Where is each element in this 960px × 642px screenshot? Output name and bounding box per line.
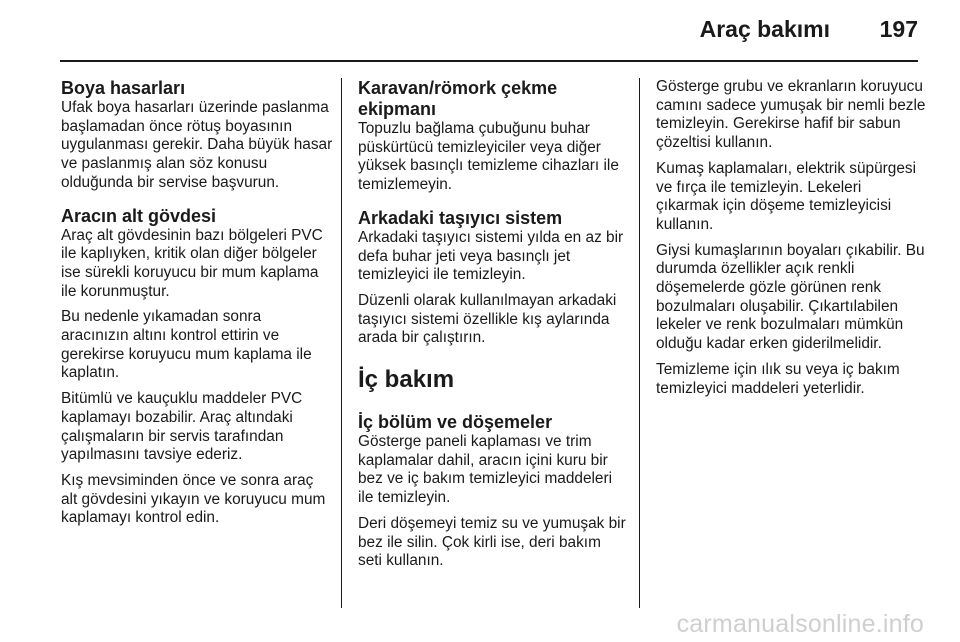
paragraph: Gösterge grubu ve ekranların koruyucu camını sadece yumuşak bir nemli bezle temizleyin. Gerekirse hafif bir sabun çözeltisi kullanın. [656,78,926,152]
column-2 [358,78,628,578]
column-divider [341,78,342,608]
chapter-heading-interior-care: İç bakım [358,366,455,394]
paragraph: Bitümlü ve kauçuklu maddeler PVC kaplamayı bozabilir. Araç altındaki çalışmaların bir servis tarafından yapılmasını tavsiye ederiz. [61,390,303,464]
paragraph: Ufak boya hasarları üzerinde paslanma başlamadan önce rötuş boyasının uygulanması gerekir. Daha büyük hasar ve paslanmış alan söz konusu olduğunda bir servise başvurun. [61,99,333,191]
section-heading-interior-upholstery: İç bölüm ve döşemeler [358,412,553,433]
section-heading-underbody: Aracın alt gövdesi [61,205,217,226]
paragraph: Kumaş kaplamaları, elektrik süpürgesi ve fırça ile temizleyin. Lekeleri çıkarmak için döşeme temizleyicisi kullanın. [656,159,917,233]
section-heading-towing-equipment: Karavan/römork çekme ekipmanı [358,78,558,119]
paragraph: Arkadaki taşıyıcı sistemi yılda en az bir defa buhar jeti veya basınçlı jet temizleyici ile temizleyin. [358,228,624,284]
column-divider [639,78,640,608]
page-header [60,0,918,62]
paragraph: Giysi kumaşlarının boyaları çıkabilir. Bu durumda özellikler açık renkli döşemelerde gözle görünen renk bozulmaları oluşabilir. Çıkartılabilen lekeler ve renk bozulmaları mümkün olduğu kadar erken giderilmelidir. [656,241,925,353]
column-1 [61,78,333,535]
paragraph: Temizleme için ılık su veya iç bakım temizleyici maddeleri yeterlidir. [656,360,900,397]
header-rule [60,60,918,62]
paragraph: Topuzlu bağlama çubuğunu buhar püskürtücü temizleyiciler veya diğer yüksek basınçlı temizleme cihazları ile temizlemeyin. [358,120,619,194]
header-title: Araç bakımı [699,16,830,42]
watermark: carmanualsonline.info [676,610,924,638]
paragraph: Kış mevsiminden önce ve sonra araç alt gövdesini yıkayın ve koruyucu mum kaplamayı kontrol edin. [61,471,326,527]
section-heading-rear-carrier: Arkadaki taşıyıcı sistem [358,207,563,228]
paragraph: Deri döşemeyi temiz su ve yumuşak bir bez ile silin. Çok kirli ise, deri bakım seti kullanın. [358,514,626,570]
page-number: 197 [879,16,918,42]
section-heading-paint-damage: Boya hasarları [61,78,186,98]
paragraph: Düzenli olarak kullanılmayan arkadaki taşıyıcı sistemi özellikle kış aylarında arada bir çalıştırın. [358,291,617,347]
column-3 [656,78,926,405]
paragraph: Bu nedenle yıkamadan sonra aracınızın altını kontrol ettirin ve gerekirse koruyucu mum kaplama ile kaplatın. [61,308,312,382]
paragraph: Araç alt gövdesinin bazı bölgeleri PVC ile kaplıyken, kritik olan diğer bölgeler ise sürekli koruyucu bir mum kaplama ile korunmuştur. [61,226,323,300]
paragraph: Gösterge paneli kaplaması ve trim kaplamalar dahil, aracın içini kuru bir bez ve iç bakım temizleyici maddeleri ile temizleyin. [358,433,613,507]
